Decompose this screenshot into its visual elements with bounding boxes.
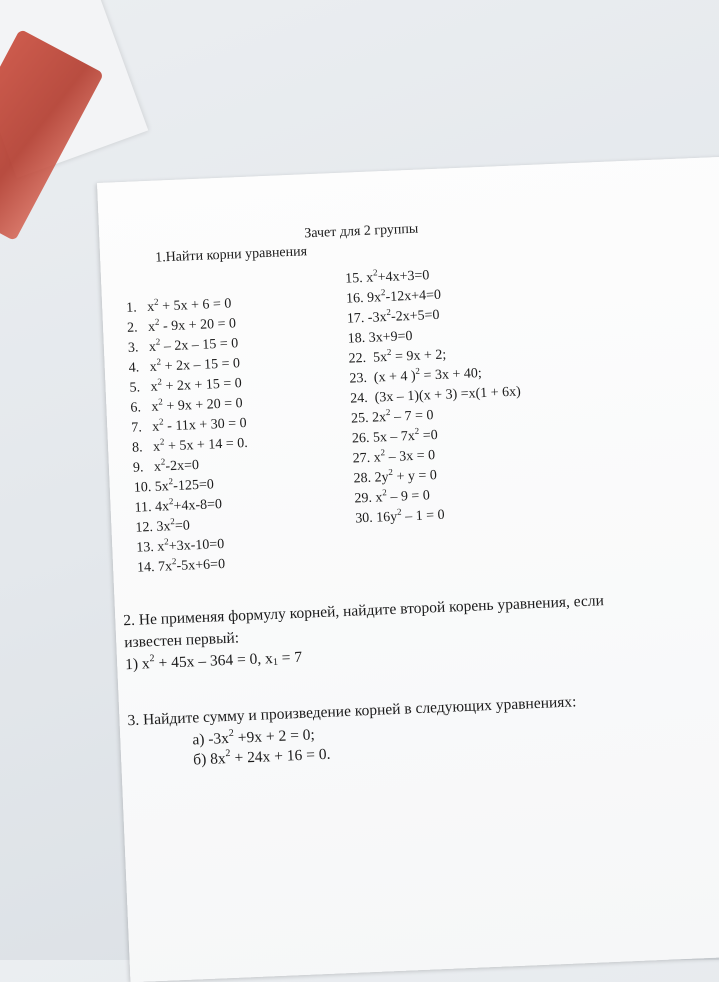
exponent: 2: [414, 425, 420, 436]
equation-text: 1) x: [124, 655, 151, 674]
equation-number: 30.: [354, 510, 374, 527]
equation-text: x: [152, 439, 161, 455]
task2-prompt-cont: известен первый:: [123, 629, 240, 652]
equation-text: 5x – 7x: [372, 428, 416, 446]
equation-text: -12x+4=0: [385, 287, 442, 306]
exponent: 2: [155, 336, 161, 347]
equation-text: +4x+3=0: [377, 268, 430, 286]
equation-number: 27.: [352, 450, 371, 467]
equation-text: +9x + 2 = 0;: [233, 726, 316, 747]
exponent: 2: [163, 536, 169, 547]
equation-text: -2x+5=0: [390, 307, 440, 325]
equation-item: [348, 346, 447, 367]
equation-text: 2y: [374, 470, 389, 486]
equation-text: а) -3x: [192, 729, 230, 749]
equation-text: – 7 = 0: [390, 408, 434, 425]
equation-item: [349, 367, 482, 387]
equation-text: x: [146, 299, 155, 315]
equation-item: [130, 397, 243, 416]
equation-text: +3x-10=0: [168, 536, 225, 555]
equation-number: 11.: [134, 500, 152, 516]
equation-text: 16y: [375, 509, 398, 526]
equation-number: 4.: [128, 360, 140, 376]
equation-text: + 45x – 364 = 0, x: [154, 650, 274, 672]
exponent: 2: [157, 396, 163, 407]
equation-text: 7x: [157, 559, 173, 575]
equation-text: + 24x + 16 = 0.: [230, 745, 331, 767]
exponent: 2: [154, 316, 160, 327]
equation-number: 2.: [126, 320, 138, 336]
task2-equation: [125, 649, 303, 674]
equation-number: 3.: [127, 340, 139, 356]
equation-item: [134, 478, 215, 495]
equation-item: [346, 306, 440, 327]
equation-text: 2x: [371, 410, 387, 426]
equation-text: - 9x + 20 = 0: [159, 316, 237, 335]
worksheet: [97, 156, 719, 982]
equation-text: = 9x + 2;: [391, 347, 447, 365]
equation-item: [350, 385, 521, 406]
equation-text: + 9x + 20 = 0: [162, 396, 243, 415]
equation-item: [132, 437, 248, 456]
equation-text: (3x – 1)(x + 3) =x(1 + 6x): [374, 384, 522, 406]
equation-item: [132, 456, 200, 476]
equation-item: [126, 297, 232, 315]
equation-text: x: [149, 359, 158, 375]
equation-item: [134, 498, 222, 516]
equation-text: – 1 = 0: [401, 507, 445, 525]
equation-item: [345, 269, 430, 287]
page-title: Зачет для 2 группы: [303, 221, 419, 242]
exponent: 2: [388, 466, 394, 478]
equation-number: 22.: [348, 350, 367, 367]
equation-text: =0: [419, 427, 439, 444]
equation-text: x: [150, 379, 158, 395]
exponent: 2: [156, 356, 162, 367]
equation-text: 5x: [372, 350, 388, 366]
exponent: 2: [415, 365, 421, 376]
equation-text: x: [156, 539, 165, 555]
equation-text: +4x-8=0: [173, 497, 223, 515]
equation-text: = 3x + 40;: [419, 366, 483, 384]
equation-number: 18.: [347, 330, 366, 347]
equation-text: -3x: [367, 309, 387, 326]
exponent: 2: [380, 447, 386, 458]
exponent: 2: [171, 556, 177, 567]
equation-number: 28.: [353, 470, 372, 487]
equation-text: - 11x + 30 = 0: [163, 415, 247, 435]
exponent: 2: [153, 296, 159, 307]
equation-number: 29.: [354, 490, 373, 507]
equation-number: 13.: [136, 539, 155, 556]
equation-text: x: [365, 270, 374, 286]
exponent: 2: [372, 267, 378, 278]
equation-number: 5.: [129, 380, 141, 396]
equation-item: [137, 558, 225, 576]
equation-number: 1.: [125, 300, 138, 316]
equation-number: 26.: [351, 430, 370, 447]
equation-text: (x + 4 ): [373, 368, 416, 386]
equation-item: [350, 406, 434, 427]
task3-equation-b: [193, 746, 331, 770]
exponent: 2: [380, 287, 386, 298]
exponent: 2: [168, 476, 174, 487]
equation-text: 5x: [154, 479, 170, 495]
equation-item: [127, 317, 236, 336]
equation-number: 10.: [133, 479, 152, 496]
equation-number: 25.: [350, 410, 369, 427]
equation-text: 3x: [156, 519, 171, 535]
equation-text: x: [375, 490, 383, 506]
equation-number: 24.: [349, 390, 369, 407]
equation-text: x: [148, 339, 157, 355]
equation-item: [128, 337, 239, 356]
equation-text: = 7: [277, 648, 303, 667]
equation-text: б) 8x: [192, 750, 227, 769]
equation-number: 17.: [346, 310, 365, 327]
exponent: 2: [225, 747, 231, 760]
task1-heading: 1.Найти корни уравнения: [154, 244, 308, 266]
equation-text: + 5x + 6 = 0: [158, 296, 232, 315]
equation-item: [354, 506, 445, 527]
exponent: 2: [160, 456, 166, 467]
exponent: 2: [386, 346, 392, 358]
equation-item: [129, 377, 242, 396]
equation-number: 7.: [130, 420, 143, 436]
equation-text: 4x: [154, 499, 170, 515]
equation-text: – 3x = 0: [384, 448, 436, 466]
equation-number: 9.: [132, 460, 144, 476]
exponent: 2: [386, 306, 392, 317]
equation-number: 8.: [131, 440, 143, 456]
equation-text: – 9 = 0: [386, 488, 431, 506]
exponent: 2: [168, 496, 174, 507]
equation-number: 6.: [130, 400, 142, 416]
equation-item: [346, 289, 441, 307]
equation-text: -125=0: [172, 477, 215, 495]
equation-item: [351, 425, 439, 447]
equation-text: + 5x + 14 = 0.: [164, 435, 249, 455]
equation-text: 9x: [366, 290, 382, 306]
equation-item: [347, 330, 412, 347]
equation-text: + 2x – 15 = 0: [160, 356, 241, 375]
exponent: 2: [157, 376, 163, 387]
equation-text: x: [147, 319, 156, 335]
equation-text: x: [153, 459, 162, 475]
task2-prompt: 2. Не применяя формулу корней, найдите второй корень уравнения, если: [122, 592, 605, 630]
equation-text: =0: [174, 518, 191, 535]
equation-text: 3x+9=0: [368, 328, 413, 346]
exponent: 2: [396, 506, 402, 517]
equation-text: – 2x – 15 = 0: [160, 336, 239, 355]
equation-text: + y = 0: [392, 468, 438, 485]
exponent: 2: [149, 653, 155, 665]
equation-number: 15.: [344, 270, 364, 287]
subscript: 1: [272, 656, 279, 669]
equation-number: 14.: [136, 559, 155, 576]
equation-text: -5x+6=0: [176, 556, 226, 574]
equation-item: [353, 449, 436, 466]
equation-item: [131, 417, 247, 436]
exponent: 2: [159, 436, 165, 447]
exponent: 2: [158, 416, 164, 427]
equation-item: [129, 357, 241, 376]
exponent: 2: [385, 406, 391, 418]
equation-item: [135, 516, 191, 536]
equation-number: 12.: [135, 519, 154, 536]
exponent: 2: [381, 487, 387, 498]
equation-text: x: [151, 399, 159, 415]
task3-prompt: 3. Найдите сумму и произведение корней в следующих уравнениях:: [127, 693, 577, 730]
exponent: 2: [228, 727, 234, 739]
equation-text: x: [151, 419, 160, 435]
equation-item: [354, 489, 430, 506]
equation-number: 16.: [345, 290, 364, 307]
equation-text: + 2x + 15 = 0: [161, 376, 243, 395]
equation-item: [353, 466, 438, 487]
task3-equation-a: [192, 726, 315, 749]
equation-text: -2x=0: [165, 457, 200, 475]
equation-item: [136, 538, 224, 556]
exponent: 2: [170, 516, 175, 527]
equation-number: 23.: [349, 370, 368, 387]
equation-text: x: [373, 450, 382, 466]
